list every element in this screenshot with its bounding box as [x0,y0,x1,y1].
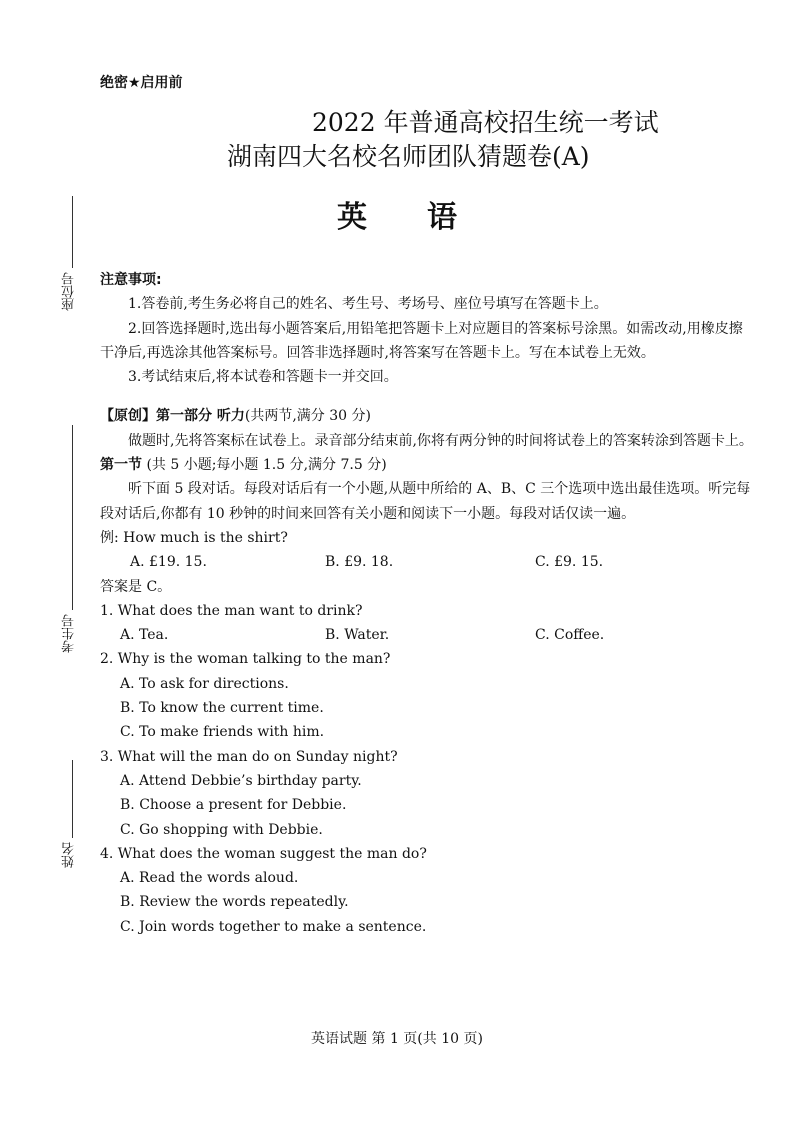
secret-label: 绝密★启用前 [100,75,183,91]
notice-heading: 注意事项: [100,272,162,288]
exam-title-line1: 2022 年普通高校招生统一考试 [312,108,659,137]
question-1: 1. What does the man want to drink? [100,602,363,619]
exam-content [100,268,755,939]
notice-item-3: 3.考试结束后,将本试卷和答题卡一并交回。 [128,369,398,386]
example-question: 例: How much is the shirt? [100,529,288,546]
question-3-option-b: B. Choose a present for Debbie. [120,797,347,814]
section1-intro: 听下面 5 段对话。每段对话后有一个小题,从题中所给的 A、B、C 三个选项中选出最佳选项。听完每段对话后,你都有 10 秒钟的时间来回答有关小题和阅读下一小题。每段对话仅读一遍。 [100,481,751,522]
part1-heading: 【原创】第一部分 听力 [100,408,245,425]
name-line [72,760,73,838]
notice-item-2: 2.回答选择题时,选出每小题答案后,用铅笔把答题卡上对应题目的答案标号涂黑。如需改动,用橡皮擦干净后,再选涂其他答案标号。回答非选择题时,将答案写在答题卡上。写在本试卷上无效。 [100,320,743,361]
question-3: 3. What will the man do on Sunday night? [100,748,398,765]
question-2-option-b: B. To know the current time. [120,700,324,717]
question-4: 4. What does the woman suggest the man do? [100,845,427,862]
seat-number-label: 座位号 [62,272,77,311]
question-3-option-c: C. Go shopping with Debbie. [120,821,323,838]
example-option-b: B. £9. 18. [325,554,394,571]
candidate-number-line [72,425,73,610]
example-option-a: A. £19. 15. [130,554,207,571]
example-answer: 答案是 C。 [100,578,172,595]
name-label: 姓名 [62,842,77,868]
page-footer: 英语试题 第 1 页(共 10 页) [311,1031,483,1047]
part1-heading-row [100,404,755,428]
candidate-number-label: 考生号 [62,614,77,653]
example-options [100,550,755,574]
notice-item-1: 1.答卷前,考生务必将自己的姓名、考生号、考场号、座位号填写在答题卡上。 [128,296,608,313]
question-3-option-a: A. Attend Debbie’s birthday party. [120,772,362,789]
question-2: 2. Why is the woman talking to the man? [100,651,391,668]
question-2-option-a: A. To ask for directions. [120,675,289,692]
part1-heading-note: (共两节,满分 30 分) [244,408,371,425]
question-1-option-c: C. Coffee. [535,627,605,644]
section1-heading-row [100,453,755,477]
seat-number-line [72,196,73,268]
question-1-option-a: A. Tea. [120,627,169,644]
question-4-option-c: C. Join words together to make a sentence. [120,918,427,935]
question-4-option-a: A. Read the words aloud. [120,870,299,887]
question-1-option-b: B. Water. [325,627,390,644]
section1-note: (共 5 小题;每小题 1.5 分,满分 7.5 分) [142,457,387,474]
question-2-option-c: C. To make friends with him. [120,724,325,741]
subject-title: 英语 [337,200,517,235]
section1-heading: 第一节 [100,457,142,474]
example-option-c: C. £9. 15. [535,554,604,571]
question-4-option-b: B. Review the words repeatedly. [120,894,349,911]
exam-title-line2: 湖南四大名校名师团队猜题卷(A) [227,142,590,171]
part1-intro: 做题时,先将答案标在试卷上。录音部分结束前,你将有两分钟的时间将试卷上的答案转涂到答题卡上。 [128,432,753,449]
question-1-options [100,623,755,647]
